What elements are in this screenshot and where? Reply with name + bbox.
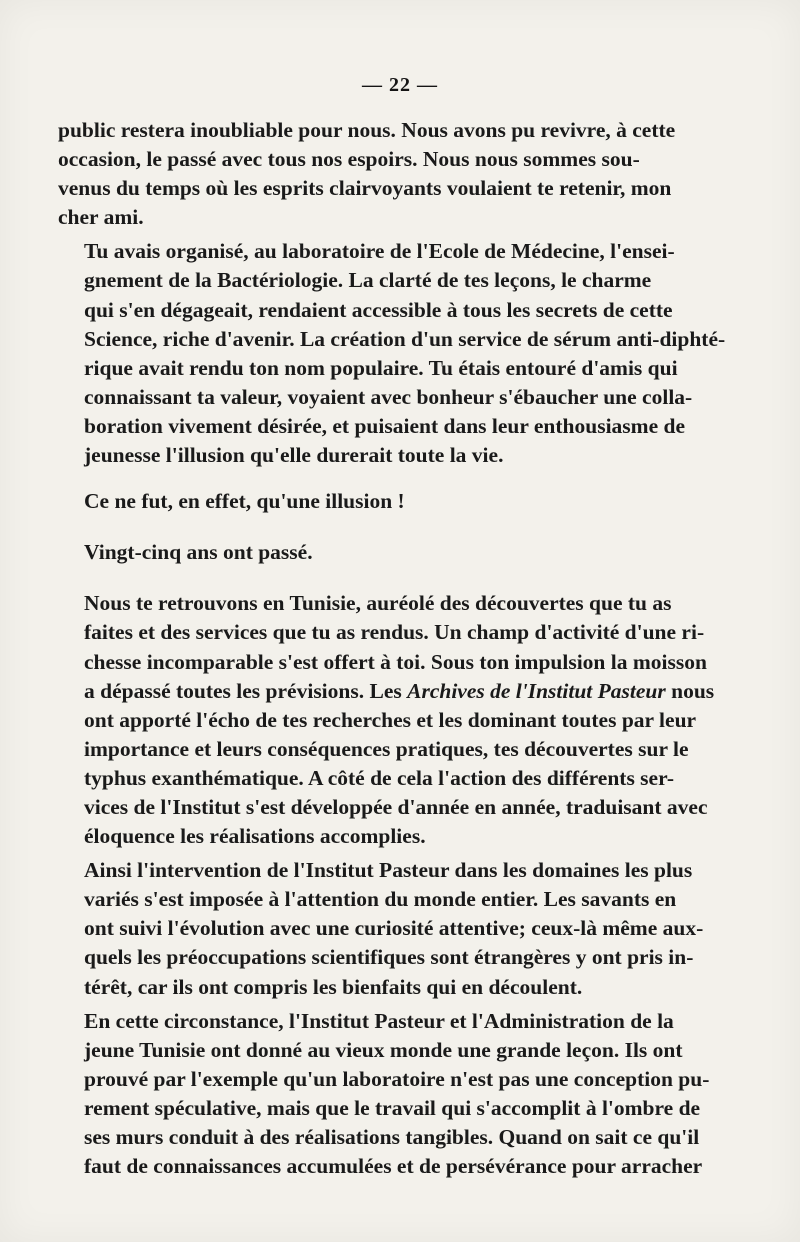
- text-line: Vingt-cinq ans ont passé.: [84, 540, 313, 565]
- text-line: venus du temps où les esprits clairvoyants voulaient te retenir, mon: [58, 176, 672, 201]
- text-line: boration vivement désirée, et puisaient dans leur enthousiasme de: [84, 413, 686, 438]
- paragraph-world-attention: [58, 856, 734, 1001]
- page-body: [58, 116, 734, 1181]
- text-line: variés s'est imposée à l'attention du monde entier. Les savants en: [84, 887, 677, 912]
- text-fragment: a dépassé toutes les prévisions. Les: [84, 678, 408, 703]
- text-line: prouvé par l'exemple qu'un laboratoire n'est pas une conception pu-: [84, 1066, 710, 1091]
- text-line: jeune Tunisie ont donné au vieux monde une grande leçon. Ils ont: [84, 1037, 683, 1062]
- text-line: typhus exanthématique. A côté de cela l'action des différents ser-: [84, 765, 675, 790]
- text-line: éloquence les réalisations accomplies.: [84, 824, 426, 849]
- text-line: Tu avais organisé, au laboratoire de l'Ecole de Médecine, l'ensei-: [84, 239, 675, 264]
- page-number: — 22 —: [362, 74, 438, 96]
- paragraph-tunisia: [58, 589, 734, 851]
- text-line: rique avait rendu ton nom populaire. Tu étais entouré d'amis qui: [84, 355, 678, 380]
- text-line: Nous te retrouvons en Tunisie, auréolé des découvertes que tu as: [84, 591, 672, 616]
- text-line: Ainsi l'intervention de l'Institut Pasteur dans les domaines les plus: [84, 858, 693, 883]
- paragraph-illusion: [58, 487, 734, 516]
- text-line: faut de connaissances accumulées et de persévérance pour arracher: [84, 1154, 703, 1179]
- paragraph-bacteriology: [58, 237, 734, 470]
- text-line: vices de l'Institut s'est développée d'année en année, traduisant avec: [84, 794, 708, 819]
- text-line-with-title: [58, 677, 734, 706]
- text-line: quels les préoccupations scientifiques sont étrangères y ont pris in-: [84, 945, 694, 970]
- text-fragment: nous: [665, 678, 715, 703]
- text-line: térêt, car ils ont compris les bienfaits qui en découlent.: [84, 974, 583, 999]
- text-line: occasion, le passé avec tous nos espoirs. Nous nous sommes sou-: [58, 147, 640, 172]
- text-line: gnement de la Bactériologie. La clarté de tes leçons, le charme: [84, 268, 652, 293]
- text-line: cher ami.: [58, 205, 144, 230]
- text-line: faites et des services que tu as rendus. Un champ d'activité d'une ri-: [84, 620, 705, 645]
- text-line: Science, riche d'avenir. La création d'un service de sérum anti-diphté-: [84, 326, 726, 351]
- text-line: chesse incomparable s'est offert à toi. Sous ton impulsion la moisson: [84, 649, 707, 674]
- text-line: rement spéculative, mais que le travail qui s'accomplit à l'ombre de: [84, 1095, 701, 1120]
- text-line: Ce ne fut, en effet, qu'une illusion !: [84, 489, 405, 514]
- text-line: ont suivi l'évolution avec une curiosité attentive; ceux-là même aux-: [84, 916, 704, 941]
- text-line: ses murs conduit à des réalisations tangibles. Quand on sait ce qu'il: [84, 1125, 700, 1149]
- paragraph-continuation: [58, 116, 734, 232]
- publication-title: Archives de l'Institut Pasteur: [407, 678, 666, 703]
- text-line: public restera inoubliable pour nous. Nous avons pu revivre, à cette: [58, 118, 676, 142]
- paragraph-years: [58, 538, 734, 567]
- text-line: En cette circonstance, l'Institut Pasteur et l'Administration de la: [84, 1008, 674, 1033]
- text-line: jeunesse l'illusion qu'elle durerait toute la vie.: [84, 443, 504, 468]
- text-line: qui s'en dégageait, rendaient accessible à tous les secrets de cette: [84, 297, 673, 322]
- text-line: connaissant ta valeur, voyaient avec bonheur s'ébaucher une colla-: [84, 384, 693, 409]
- paragraph-lesson: [58, 1007, 734, 1182]
- text-line: ont apporté l'écho de tes recherches et les dominant toutes par leur: [84, 707, 697, 732]
- text-line: importance et leurs conséquences pratiques, tes découvertes sur le: [84, 736, 689, 761]
